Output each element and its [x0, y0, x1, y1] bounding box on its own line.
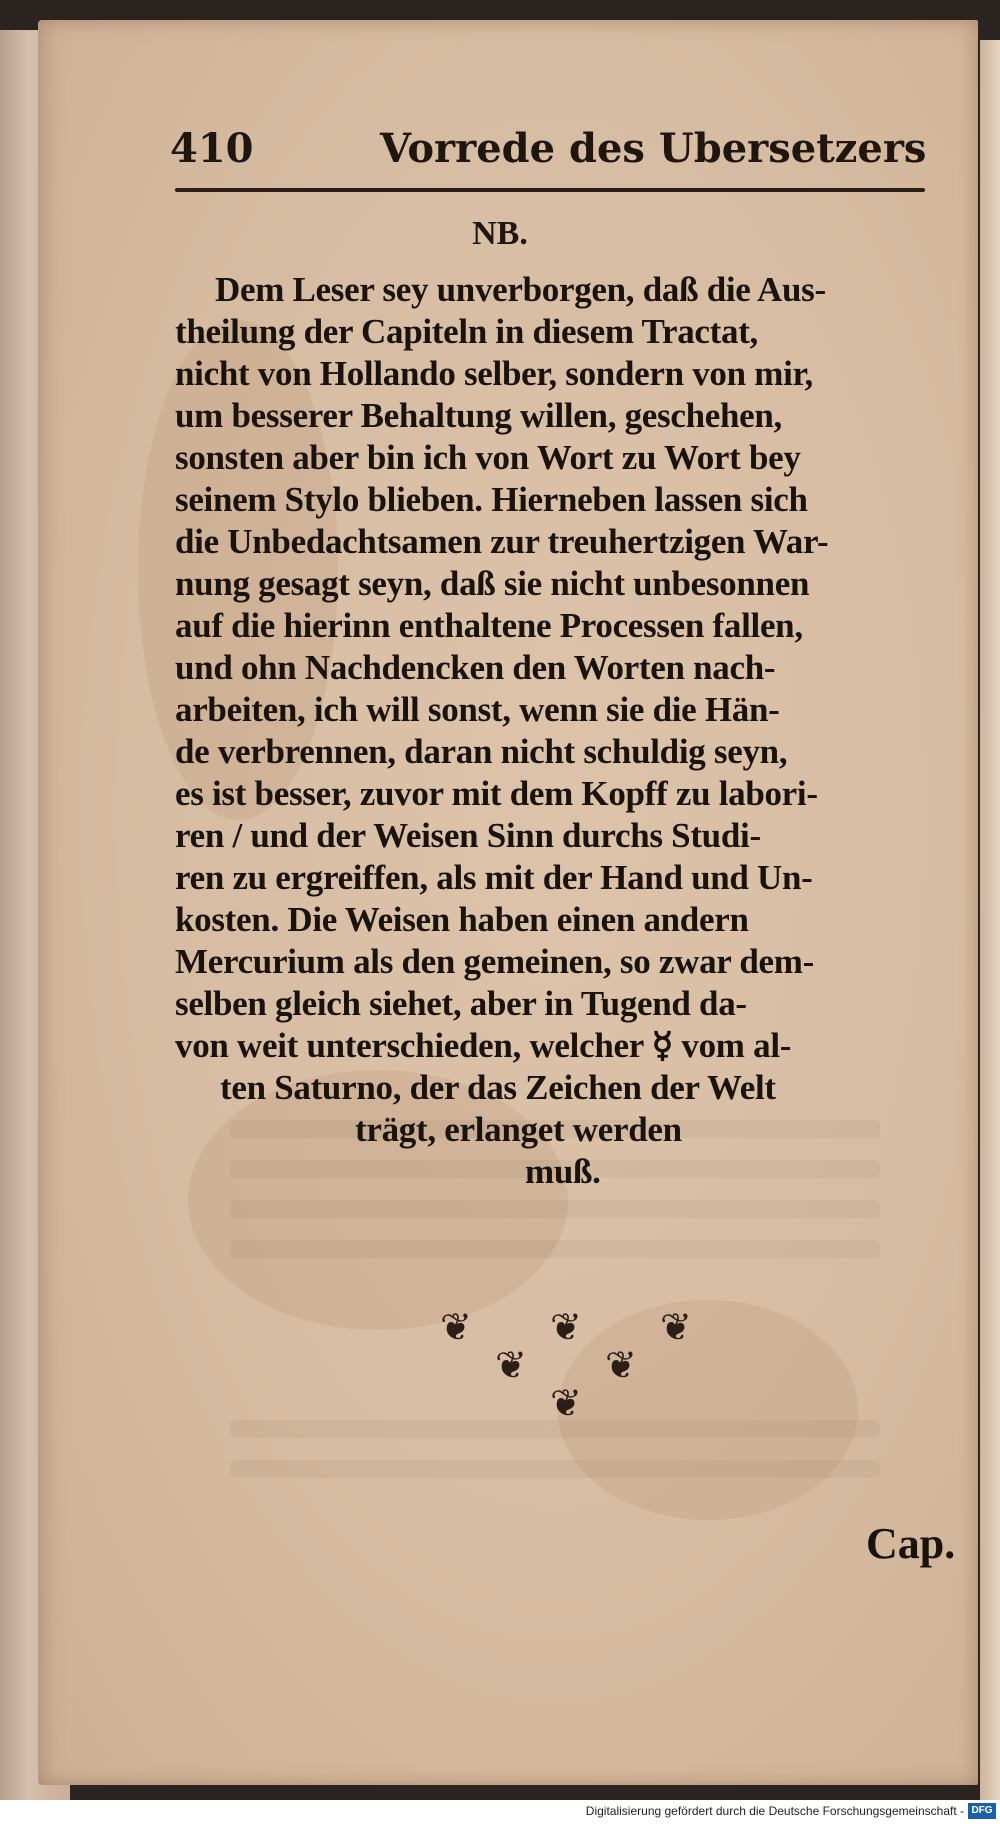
show-through-text	[230, 1240, 880, 1258]
text-line: ren / und der Weisen Sinn durchs Studi-	[175, 816, 761, 855]
text-line: theilung der Capiteln in diesem Tractat,	[175, 312, 759, 351]
right-page-edge	[980, 40, 1000, 1800]
funding-credit: Digitalisierung gefördert durch die Deutsche Forschungsgemeinschaft -	[585, 1804, 964, 1818]
section-heading: NB.	[472, 215, 528, 252]
text-line: es ist besser, zuvor mit dem Kopff zu labori-	[175, 774, 818, 813]
header-rule	[175, 188, 925, 192]
text-line: nung gesagt seyn, daß sie nicht unbesonnen	[175, 564, 810, 603]
fleuron-icon: ❦	[550, 1305, 582, 1349]
footer-bar	[0, 1800, 1000, 1824]
text-line: um besserer Behaltung willen, geschehen,	[175, 396, 782, 435]
fleuron-icon: ❦	[660, 1305, 692, 1349]
text-line: de verbrennen, daran nicht schuldig seyn,	[175, 732, 788, 771]
text-line: von weit unterschieden, welcher ☿ vom al-	[175, 1026, 792, 1065]
fleuron-icon: ❦	[440, 1305, 472, 1349]
text-line: die Unbedachtsamen zur treuhertzigen War-	[175, 522, 829, 561]
text-line: ten Saturno, der das Zeichen der Welt	[220, 1068, 776, 1107]
text-line: ren zu ergreiffen, als mit der Hand und Un-	[175, 858, 813, 897]
text-line: kosten. Die Weisen haben einen andern	[175, 900, 749, 939]
text-line: arbeiten, ich will sonst, wenn sie die Hän-	[175, 690, 780, 729]
fleuron-icon: ❦	[605, 1343, 637, 1387]
text-line: auf die hierinn enthaltene Processen fallen,	[175, 606, 803, 645]
dfg-logo-icon: DFG	[968, 1803, 996, 1819]
text-line: und ohn Nachdencken den Worten nach-	[175, 648, 776, 687]
page-number: 410	[170, 125, 254, 172]
body-text	[175, 270, 955, 1194]
fleuron-icon: ❦	[495, 1343, 527, 1387]
text-line: Dem Leser sey unverborgen, daß die Aus-	[215, 270, 826, 309]
text-line: nicht von Hollando selber, sondern von mir,	[175, 354, 813, 393]
text-line: muß.	[525, 1152, 601, 1191]
printers-ornament	[430, 1305, 730, 1425]
text-line: seinem Stylo blieben. Hierneben lassen sich	[175, 480, 808, 519]
text-line: trägt, erlanget werden	[355, 1110, 682, 1149]
fleuron-icon: ❦	[550, 1381, 582, 1425]
text-line: sonsten aber bin ich von Wort zu Wort bey	[175, 438, 801, 477]
running-head	[170, 125, 930, 175]
running-title: Vorrede des Ubersetzers	[380, 125, 927, 172]
text-line: selben gleich siehet, aber in Tugend da-	[175, 984, 747, 1023]
catchword: Cap.	[866, 1519, 956, 1568]
show-through-text	[230, 1460, 880, 1478]
text-line: Mercurium als den gemeinen, so zwar dem-	[175, 942, 814, 981]
show-through-text	[230, 1200, 880, 1218]
